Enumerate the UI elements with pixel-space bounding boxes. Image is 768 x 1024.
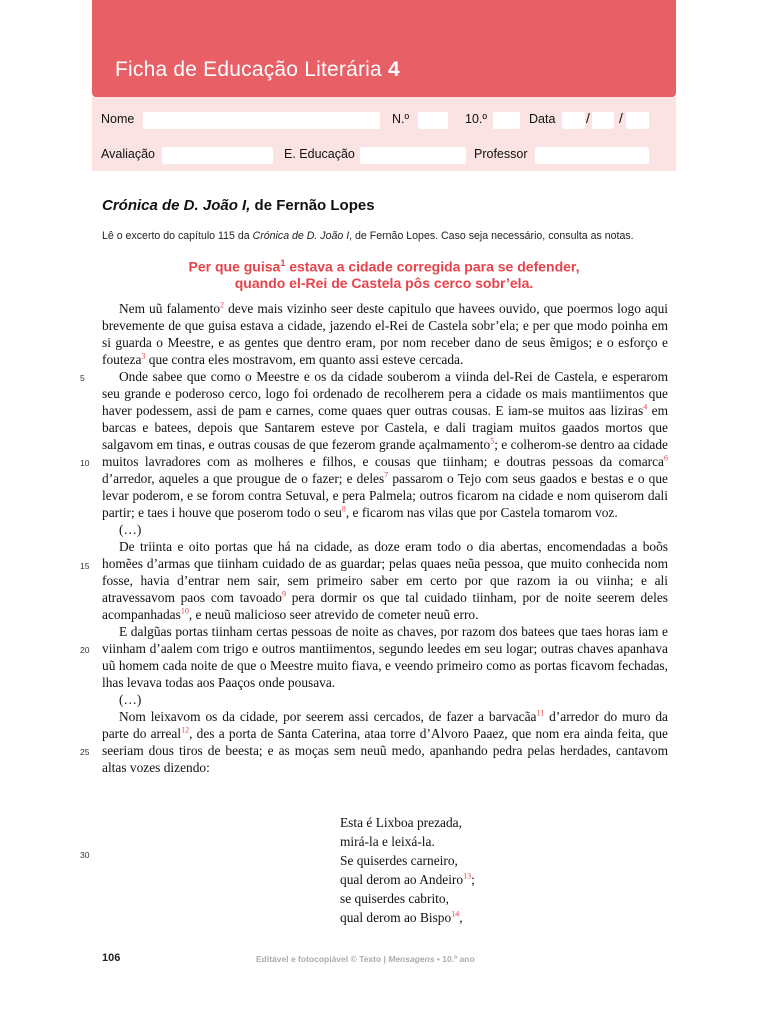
poem-line: qual derom ao Bispo$^{14}$, — [340, 909, 463, 925]
line-number: 30 — [80, 850, 90, 860]
paragraph: Nom leixavom os da cidade, por seerem assi cercados, de fazer a barvacãa$^{11}$ d’arredor do muro da parte do arreal$^{12}$, des a porta de Santa Caterina, ataa torre d’Alvoro Paaez, que nom era ainda feita, que seeriam dous tiros de beesta; e as moças sem neuũ medo, apanhando pedra pelas herdades, cantavom altas vozes dizendo: — [102, 708, 668, 775]
class-field[interactable] — [493, 112, 520, 129]
year-label: 10.º — [465, 112, 487, 126]
name-label: Nome — [101, 112, 135, 126]
teacher-field[interactable] — [535, 147, 649, 164]
poem-line: mirá-la e leixá-la. — [340, 834, 435, 849]
date-month-field[interactable] — [592, 112, 614, 129]
paragraph: De triinta e oito portas que há na cidade, as doze eram todo o dia abertas, encomendadas a boõs homẽes d’armas que tiinham cuidado de as guardar; pelas quaes neũa pessoa, que muito conhecida nom fosse, havia d’entrar nem sair, sem primeiro saber em certo por que razom ia ou viinha; e ali atravessavom paos com tavoado$^9$ pera dormir os que tal cuidado tiinham, por de noite seerem deles acompanhadas$^{10}$, e neuũ malicioso seer atrevido de cometer neuũ erro. — [102, 539, 668, 622]
guardian-field[interactable] — [360, 147, 466, 164]
number-label: N.º — [392, 112, 410, 126]
date-label: Data — [529, 112, 556, 126]
date-separator: / — [586, 110, 590, 126]
poem-line: Esta é Lixboa prezada, — [340, 815, 462, 830]
poem-line: se quiserdes cabrito, — [340, 891, 449, 906]
number-field[interactable] — [418, 112, 448, 129]
chapter-heading-line1: Per que guisa$^1$ estava a cidade corregida para se defender, — [188, 258, 580, 275]
ellipsis: (…) — [119, 522, 142, 537]
name-field[interactable] — [143, 112, 380, 129]
instructions: Lê o excerto do capítulo 115 da Crónica de D. João I, de Fernão Lopes. Caso seja necessário, consulta as notas. — [102, 230, 634, 242]
work-title: Crónica de D. João I, de Fernão Lopes — [102, 197, 375, 214]
line-number: 10 — [80, 458, 90, 468]
worksheet-number: 4 — [387, 58, 400, 81]
date-separator: / — [619, 110, 623, 126]
line-number: 15 — [80, 561, 90, 571]
evaluation-field[interactable] — [162, 147, 273, 164]
poem-line: qual derom ao Andeiro$^{13}$; — [340, 871, 475, 887]
paragraph: E dalgũas portas tiinham certas pessoas de noite as chaves, por razom dos batees que taes horas iam e viinham d’aalem com trigo e outros mantiimentos, segundo leedes em seu logar; outras chaves apanhava uũ homem cada noite de que o Meestre muito fiava, e veendo primeiro como as portas ficavom fechadas, lhas levava todas aos Paaços onde pousava. — [102, 624, 668, 690]
guardian-label: E. Educação — [284, 147, 355, 161]
poem-line: Se quiserdes carneiro, — [340, 853, 458, 868]
poem — [340, 813, 475, 927]
ellipsis: (…) — [119, 692, 142, 707]
teacher-label: Professor — [474, 147, 528, 161]
line-number: 5 — [80, 373, 85, 383]
paragraph: Nem uũ falamento$^2$ deve mais vizinho seer deste capitulo que havees ouvido, que poermos logo aqui brevemente de que guisa estava a cidade, jazendo el-Rei de Castela sobr’ela; e per que modo poinha em si guarda o Meestre, e as gentes que dentro eram, por nom receber dano de seus ẽmigos; e o esforço e fouteza$^3$ que contra eles mostravom, em quanto assi esteve cercada. — [102, 300, 669, 367]
page-number: 106 — [102, 952, 121, 964]
line-number: 20 — [80, 645, 90, 655]
worksheet-title: Ficha de Educação Literária 4 — [115, 58, 400, 81]
footer-credit: Editável e fotocopiável © Texto | Mensagens • 10.º ano — [256, 954, 475, 964]
line-number: 25 — [80, 747, 90, 757]
chronicle-text — [102, 300, 668, 776]
date-day-field[interactable] — [562, 112, 585, 129]
evaluation-label: Avaliação — [101, 147, 155, 161]
paragraph: Onde sabee que como o Meestre e os da cidade souberom a viinda del-Rei de Castela, e esperarom seu grande e poderoso cerco, logo foi ordenado de recolherem pera a cidade os mais mantiimentos que haver podessem, assi de pam e carnes, come quaes quer outras cousas. E iam-se muitos aas liziras$^4$ em barcas e batees, depois que Santarem esteve por Castela, e dali tragiam muitos gaados mortos que salgavom em tinas, e outras cousas de que fezerom grande açalmamento$^5$; e colherom-se dentro aa cidade muitos lavradores com as molheres e filhos, e cousas que tiinham; e doutras pessoas da comarca$^6$ d’arredor, aqueles a que prougue de o fazer; e deles$^7$ passarom o Tejo com seus gaados e bestas e o que levar poderom, e se forom contra Setuval, e pera Palmela; outros ficarom na cidade e nom quiserom dali partir; e taes i houve que poserom todo o seu$^8$, e ficarom nas vilas que por Castela tomarom voz. — [102, 369, 668, 520]
date-year-field[interactable] — [626, 112, 649, 129]
chapter-heading-line2: quando el-Rei de Castela pôs cerco sobr’ela. — [234, 275, 534, 291]
header-banner — [92, 0, 676, 97]
